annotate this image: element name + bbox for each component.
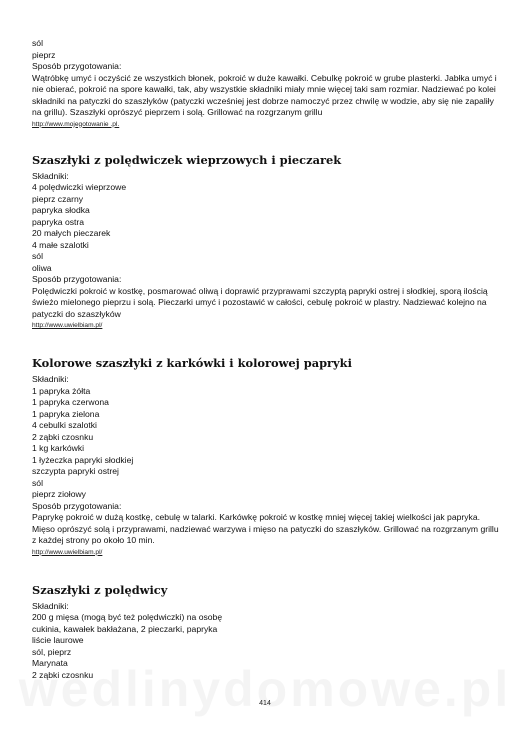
source-link[interactable]: http://www.uwielbiam.pl/ bbox=[32, 548, 103, 556]
ingredient-line: cukinia, kawałek bakłażana, 2 pieczarki, papryka bbox=[32, 623, 218, 634]
recipe-section bbox=[32, 356, 502, 557]
ingredients-heading: Składniki: bbox=[32, 374, 69, 384]
ingredient-line: 1 papryka czerwona bbox=[32, 397, 109, 407]
ingredient-line: sól bbox=[32, 251, 43, 261]
recipe-title: Szaszłyki z polędwiczek wieprzowych i pieczarek bbox=[32, 152, 342, 167]
ingredient-line: 4 polędwiczki wieprzowe bbox=[32, 182, 127, 192]
recipe-title: Kolorowe szaszłyki z karkówki i kolorowej papryki bbox=[32, 356, 352, 370]
recipe-section bbox=[32, 583, 502, 682]
ingredient-line: pieprz czarny bbox=[32, 193, 84, 204]
recipe-section bbox=[32, 153, 502, 331]
ingredient-line: liście laurowe bbox=[32, 635, 84, 645]
ingredient-line: 2 ząbki czosnku bbox=[32, 669, 94, 680]
ingredient-line: papryka ostra bbox=[32, 216, 85, 227]
document-page bbox=[32, 38, 502, 681]
source-link[interactable]: http://www.mojegotowanie .pl. bbox=[32, 120, 120, 128]
ingredient-line: sól bbox=[32, 477, 43, 488]
ingredient-line: papryka słodka bbox=[32, 205, 90, 215]
ingredient-line: pieprz ziołowy bbox=[32, 489, 86, 499]
ingredient-line: sól bbox=[32, 38, 43, 48]
page-number: 414 bbox=[259, 700, 271, 707]
ingredient-line: Marynata bbox=[32, 658, 68, 668]
recipe-title: Szaszłyki z polędwicy bbox=[32, 582, 168, 597]
source-link[interactable]: http://www.uwielbiam.pl/ bbox=[32, 322, 103, 329]
ingredient-line: 2 ząbki czosnku bbox=[32, 431, 94, 442]
prep-heading: Sposób przygotowania: bbox=[32, 500, 122, 511]
ingredient-line: 4 małe szalotki bbox=[32, 239, 89, 250]
ingredient-line: 4 cebulki szalotki bbox=[32, 420, 97, 430]
ingredient-line: pieprz bbox=[32, 49, 56, 60]
prep-heading: Sposób przygotowania: bbox=[32, 61, 122, 71]
ingredient-line: 1 papryka zielona bbox=[32, 408, 100, 419]
ingredients-heading: Składniki: bbox=[32, 170, 69, 181]
ingredients-heading: Składniki: bbox=[32, 600, 69, 611]
prep-text: Paprykę pokroić w dużą kostkę, cebulę w talarki. Karkówkę pokroić w kostkę mniej więcej takiej wielkości jak papryka. Mięso oprószyć solą i przyprawami, nadziewać warzywa i mięso na patyczki do szaszłyków. Grillować na rozgrzanym grillu z każdej strony po około 10 min. bbox=[32, 512, 499, 545]
ingredient-line: 20 małych pieczarek bbox=[32, 228, 111, 238]
ingredient-line: 1 kg karkówki bbox=[32, 443, 85, 453]
intro-section bbox=[32, 38, 502, 129]
ingredient-line: oliwa bbox=[32, 262, 52, 273]
ingredient-line: 1 łyżeczka papryki słodkiej bbox=[32, 454, 134, 465]
prep-heading: Sposób przygotowania: bbox=[32, 274, 122, 284]
ingredient-line: szczypta papryki ostrej bbox=[32, 466, 119, 476]
ingredient-line: 1 papryka żółta bbox=[32, 385, 91, 396]
prep-text: Wątróbkę umyć i oczyścić ze wszystkich błonek, pokroić w duże kawałki. Cebulkę pokroić w grube plasterki. Jabłka umyć i nie obierać, pokroić na spore kawałki, tak, aby wszystkie składniki miały mnie więcej taki sam rozmiar. Nadziewać po kolei składniki na patyczki do szaszłyków (patyczki wcześniej jest dobrze namoczyć przez chwilę w wodzie, aby się nie zapaliły na grillu). Szaszłyki oprószyć pieprzem i solą. Grillować na rozgrzanym grillu bbox=[32, 72, 497, 117]
ingredient-line: sól, pieprz bbox=[32, 646, 72, 657]
ingredient-line: 200 g mięsa (mogą być też polędwiczki) na osobę bbox=[32, 612, 223, 622]
prep-text: Polędwiczki pokroić w kostkę, posmarować oliwą i doprawić przyprawami szczyptą papryki ostrej i słodkiej, sporą ilością świeżo mielonego pieprzu i solą. Pieczarki umyć i pozostawić w całości, cebulę pokroić w plastry. Nadziewać kolejno na patyczki do szaszłyków bbox=[32, 285, 488, 319]
